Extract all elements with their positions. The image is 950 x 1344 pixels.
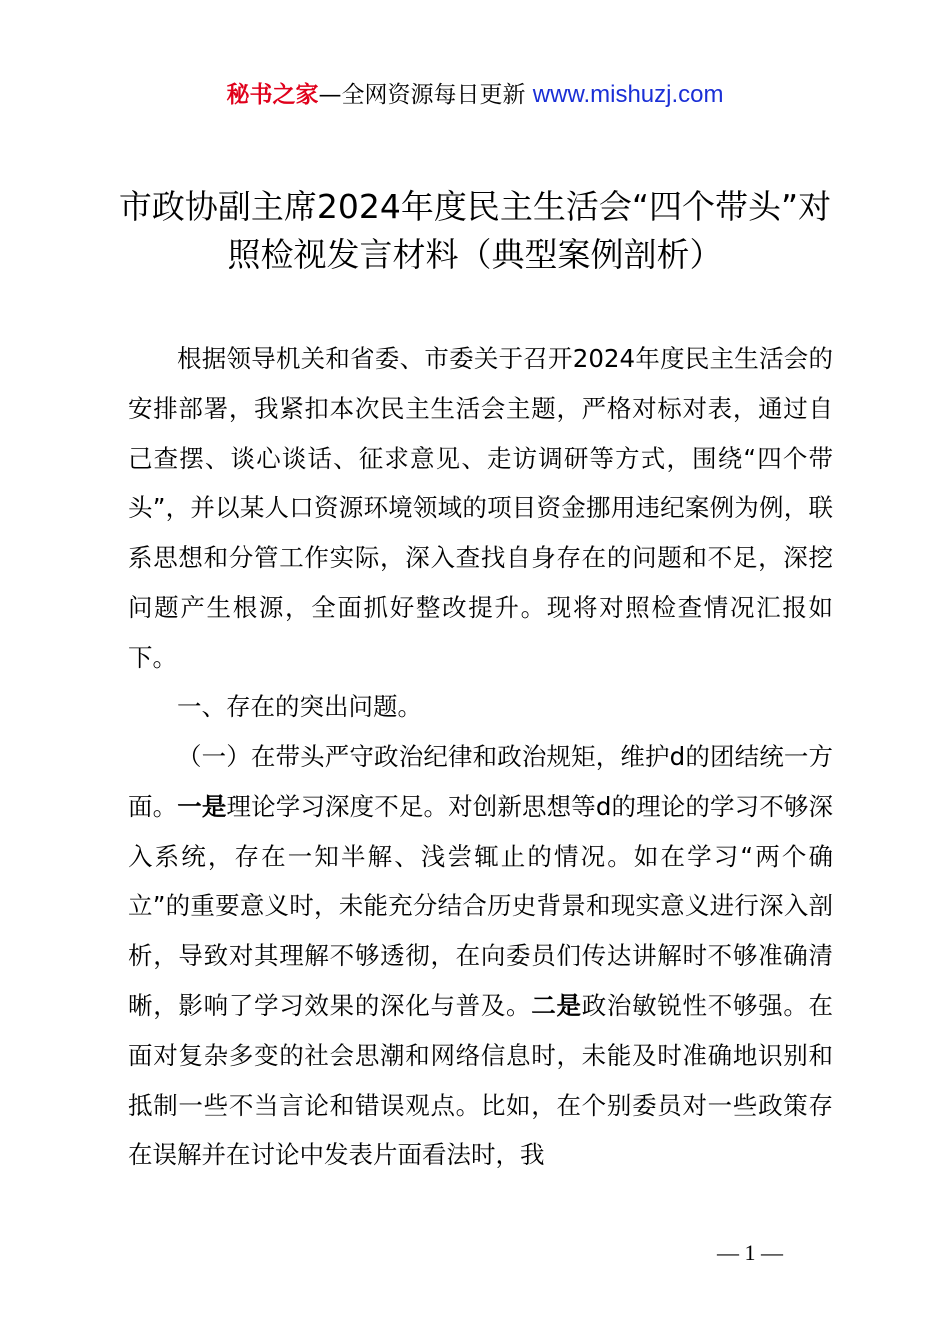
site-tagline: —全网资源每日更新 <box>318 82 526 108</box>
site-header <box>0 78 950 112</box>
point-two-marker: 二是 <box>531 990 582 1020</box>
intro-paragraph: 根据领导机关和省委、市委关于召开2024年度民主生活会的安排部署，我紧扣本次民主生活会主题，严格对标对表，通过自己查摆、谈心谈话、征求意见、走访调研等方式，围绕“四个带头”，并以某人口资源环境领域的项目资金挪用违纪案例为例，联系思想和分管工作实际，深入查找自身存在的问题和不足，深挖问题产生根源，全面抓好整改提升。现将对照检查情况汇报如下。 <box>128 344 833 672</box>
point-one-text: 理论学习深度不足。对创新思想等d的理论的学习不够深入系统，存在一知半解、浅尝辄止的情况。如在学习“两个确立”的重要意义时，未能充分结合历史背景和现实意义进行深入剖析，导致对其理解不够透彻，在向委员们传达讲解时不够准确清晰，影响了学习效果的深化与普及。 <box>128 791 833 1020</box>
subsection-heading: （一）在带头严守政治纪律和政治规矩，维护d的团结统一方面。 <box>128 742 833 821</box>
document-title: 市政协副主席2024年度民主生活会“四个带头”对照检视发言材料（典型案例剖析） <box>118 187 832 274</box>
site-url-link[interactable]: www.mishuzj.com <box>532 81 724 108</box>
subsection-paragraph <box>128 732 833 1180</box>
site-brand: 秘书之家 <box>226 82 319 108</box>
point-two-text: 政治敏锐性不够强。在面对复杂多变的社会思潮和网络信息时，未能及时准确地识别和抵制一些不当言论和错误观点。比如，在个别委员对一些政策存在误解并在讨论中发表片面看法时，我 <box>128 990 834 1170</box>
section-heading: 一、存在的突出问题。 <box>177 692 422 721</box>
point-one-marker: 一是 <box>177 791 227 821</box>
page-number: — 1 — <box>717 1240 783 1265</box>
